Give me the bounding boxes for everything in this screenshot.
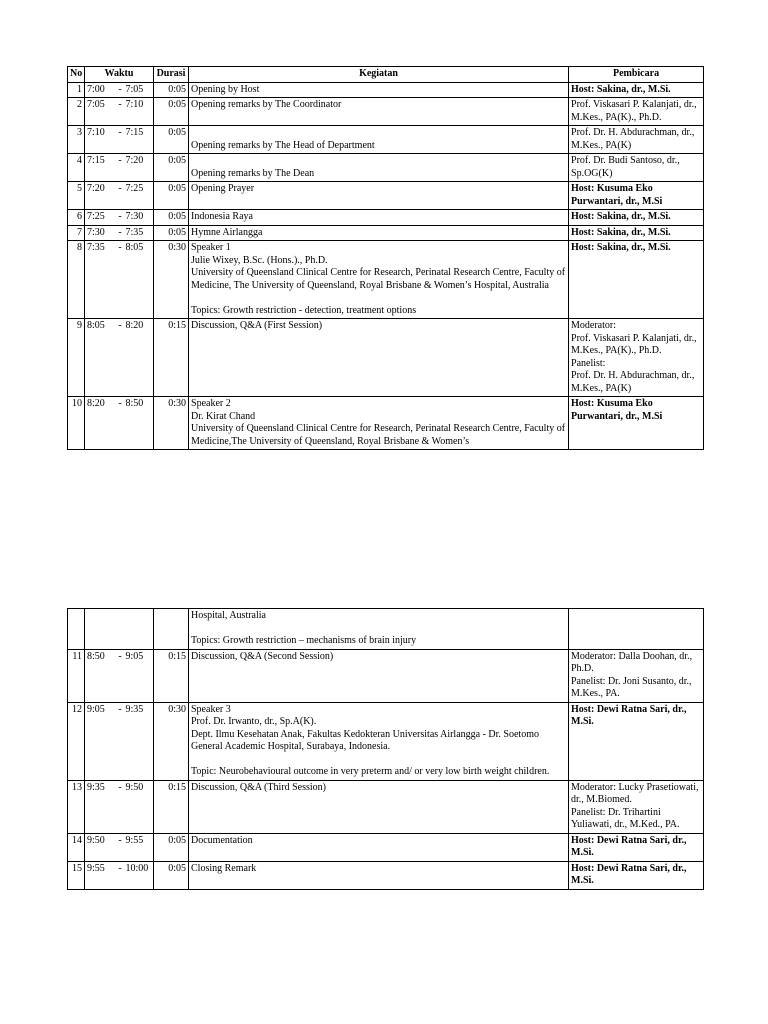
cell-pembicara: Prof. Dr. H. Abdurachman, dr., M.Kes., PA(K) xyxy=(569,126,704,154)
cell-no: 4 xyxy=(68,154,85,182)
cell-pembicara: Host: Sakina, dr., M.Si. xyxy=(569,210,704,226)
cell-kegiatan: Opening by Host xyxy=(189,82,569,98)
table-row xyxy=(68,98,704,126)
cell-sep: - xyxy=(116,861,125,889)
cell-sep: - xyxy=(116,182,125,210)
cell-end: 8:50 xyxy=(125,397,154,450)
cell-no: 15 xyxy=(68,861,85,889)
cell-pembicara: Host: Kusuma Eko Purwantari, dr., M.Si xyxy=(569,182,704,210)
header-durasi: Durasi xyxy=(154,67,189,83)
cell-end: 7:30 xyxy=(125,210,154,226)
table-row xyxy=(68,126,704,154)
cell-kegiatan: Opening Prayer xyxy=(189,182,569,210)
cell-durasi: 0:05 xyxy=(154,210,189,226)
cell-pembicara: Host: Sakina, dr., M.Si. xyxy=(569,82,704,98)
cell-durasi: 0:05 xyxy=(154,833,189,861)
cell-pembicara: Prof. Dr. Budi Santoso, dr., Sp.OG(K) xyxy=(569,154,704,182)
cell-pembicara: Host: Dewi Ratna Sari, dr., M.Si. xyxy=(569,861,704,889)
cell-durasi: 0:30 xyxy=(154,702,189,780)
cell-durasi: 0:05 xyxy=(154,82,189,98)
cell-no: 14 xyxy=(68,833,85,861)
cell-end: 7:25 xyxy=(125,182,154,210)
cell-sep: - xyxy=(116,98,125,126)
cell-start: 8:50 xyxy=(85,649,116,702)
table-row xyxy=(68,861,704,889)
cell-start: 9:05 xyxy=(85,702,116,780)
cell-end: 9:05 xyxy=(125,649,154,702)
cell-kegiatan: Hospital, Australia Topics: Growth restriction – mechanisms of brain injury xyxy=(189,609,569,650)
table-row xyxy=(68,82,704,98)
cell-no: 13 xyxy=(68,780,85,833)
cell-end: 7:10 xyxy=(125,98,154,126)
cell-start: 7:00 xyxy=(85,82,116,98)
table-row xyxy=(68,225,704,241)
header-row xyxy=(68,67,704,83)
cell-sep: - xyxy=(116,702,125,780)
cell-end: 8:20 xyxy=(125,319,154,397)
schedule-page-1 xyxy=(67,66,703,450)
cell-end: 7:15 xyxy=(125,126,154,154)
cell-durasi: 0:15 xyxy=(154,780,189,833)
cell-kegiatan: Speaker 2 Dr. Kirat Chand University of Queensland Clinical Centre for Research, Perinatal Research Centre, Faculty of Medicine,The University of Queensland, Royal Brisbane & Women’s xyxy=(189,397,569,450)
table-row xyxy=(68,702,704,780)
cell-durasi: 0:05 xyxy=(154,154,189,182)
cell-pembicara: Prof. Viskasari P. Kalanjati, dr., M.Kes., PA(K)., Ph.D. xyxy=(569,98,704,126)
cell-durasi: 0:15 xyxy=(154,649,189,702)
cell-kegiatan: Indonesia Raya xyxy=(189,210,569,226)
cell-start: 7:10 xyxy=(85,126,116,154)
cell-kegiatan: Speaker 1 Julie Wixey, B.Sc. (Hons.)., Ph.D. University of Queensland Clinical Centre for Research, Perinatal Research Centre, Faculty of Medicine, The University of Queensland, Royal Brisbane & Women’s Hospital, Australia Topics: Growth restriction - detection, treatment options xyxy=(189,241,569,319)
cell-sep: - xyxy=(116,210,125,226)
cell-durasi xyxy=(154,609,189,650)
cell-durasi: 0:15 xyxy=(154,319,189,397)
cell-end: 7:35 xyxy=(125,225,154,241)
cell-pembicara: Host: Kusuma Eko Purwantari, dr., M.Si xyxy=(569,397,704,450)
table-row xyxy=(68,182,704,210)
cell-end: 9:55 xyxy=(125,833,154,861)
cell-pembicara: Host: Sakina, dr., M.Si. xyxy=(569,241,704,319)
table-row-continuation xyxy=(68,609,704,650)
schedule-table-continued xyxy=(67,608,704,890)
cell-kegiatan: Opening remarks by The Dean xyxy=(189,154,569,182)
cell-start: 9:55 xyxy=(85,861,116,889)
cell-durasi: 0:30 xyxy=(154,241,189,319)
header-pembicara: Pembicara xyxy=(569,67,704,83)
cell-sep: - xyxy=(116,780,125,833)
cell-no: 2 xyxy=(68,98,85,126)
cell-pembicara: Host: Dewi Ratna Sari, dr., M.Si. xyxy=(569,702,704,780)
cell-no: 1 xyxy=(68,82,85,98)
cell-start: 7:35 xyxy=(85,241,116,319)
schedule-page-2 xyxy=(67,608,703,890)
cell-kegiatan: Hymne Airlangga xyxy=(189,225,569,241)
cell-pembicara: Host: Sakina, dr., M.Si. xyxy=(569,225,704,241)
table-row xyxy=(68,210,704,226)
cell-sep: - xyxy=(116,319,125,397)
cell-start xyxy=(85,609,116,650)
cell-start: 8:20 xyxy=(85,397,116,450)
cell-no: 3 xyxy=(68,126,85,154)
cell-end: 9:50 xyxy=(125,780,154,833)
schedule-table xyxy=(67,66,704,450)
cell-start: 7:15 xyxy=(85,154,116,182)
cell-kegiatan: Closing Remark xyxy=(189,861,569,889)
cell-start: 9:50 xyxy=(85,833,116,861)
cell-no: 12 xyxy=(68,702,85,780)
cell-kegiatan: Speaker 3 Prof. Dr. Irwanto, dr., Sp.A(K). Dept. Ilmu Kesehatan Anak, Fakultas Kedokteran Universitas Airlangga - Dr. Soetomo General Academic Hospital, Surabaya, Indonesia. Topic: Neurobehavioural outcome in very preterm and/ or very low birth weight children. xyxy=(189,702,569,780)
cell-kegiatan: Opening remarks by The Head of Department xyxy=(189,126,569,154)
cell-pembicara: Moderator: Dalla Doohan, dr., Ph.D. Panelist: Dr. Joni Susanto, dr., M.Kes., PA. xyxy=(569,649,704,702)
cell-sep: - xyxy=(116,397,125,450)
cell-kegiatan: Discussion, Q&A (Third Session) xyxy=(189,780,569,833)
cell-durasi: 0:30 xyxy=(154,397,189,450)
cell-kegiatan: Discussion, Q&A (First Session) xyxy=(189,319,569,397)
cell-kegiatan: Opening remarks by The Coordinator xyxy=(189,98,569,126)
table-row xyxy=(68,397,704,450)
cell-end: 10:00 xyxy=(125,861,154,889)
cell-start: 9:35 xyxy=(85,780,116,833)
table-row xyxy=(68,780,704,833)
table-row xyxy=(68,154,704,182)
cell-start: 7:20 xyxy=(85,182,116,210)
table-row xyxy=(68,649,704,702)
cell-start: 7:30 xyxy=(85,225,116,241)
cell-sep: - xyxy=(116,833,125,861)
cell-pembicara xyxy=(569,609,704,650)
cell-durasi: 0:05 xyxy=(154,126,189,154)
cell-sep: - xyxy=(116,649,125,702)
cell-sep: - xyxy=(116,82,125,98)
header-waktu: Waktu xyxy=(85,67,154,83)
cell-pembicara: Moderator: Prof. Viskasari P. Kalanjati, dr., M.Kes., PA(K)., Ph.D. Panelist: Prof. Dr. H. Abdurachman, dr., M.Kes., PA(K) xyxy=(569,319,704,397)
cell-end: 7:20 xyxy=(125,154,154,182)
cell-sep xyxy=(116,609,125,650)
cell-no: 6 xyxy=(68,210,85,226)
cell-sep: - xyxy=(116,126,125,154)
cell-end: 9:35 xyxy=(125,702,154,780)
cell-no: 9 xyxy=(68,319,85,397)
cell-end xyxy=(125,609,154,650)
cell-no: 8 xyxy=(68,241,85,319)
cell-sep: - xyxy=(116,241,125,319)
cell-pembicara: Host: Dewi Ratna Sari, dr., M.Si. xyxy=(569,833,704,861)
cell-end: 7:05 xyxy=(125,82,154,98)
cell-start: 7:05 xyxy=(85,98,116,126)
cell-end: 8:05 xyxy=(125,241,154,319)
cell-pembicara: Moderator: Lucky Prasetiowati, dr., M.Biomed. Panelist: Dr. Trihartini Yuliawati, dr., M.Ked., PA. xyxy=(569,780,704,833)
table-row xyxy=(68,833,704,861)
cell-no: 7 xyxy=(68,225,85,241)
cell-start: 8:05 xyxy=(85,319,116,397)
table-row xyxy=(68,319,704,397)
table-row xyxy=(68,241,704,319)
cell-start: 7:25 xyxy=(85,210,116,226)
cell-sep: - xyxy=(116,225,125,241)
cell-no: 11 xyxy=(68,649,85,702)
cell-durasi: 0:05 xyxy=(154,182,189,210)
cell-durasi: 0:05 xyxy=(154,225,189,241)
header-kegiatan: Kegiatan xyxy=(189,67,569,83)
cell-durasi: 0:05 xyxy=(154,861,189,889)
header-no: No xyxy=(68,67,85,83)
cell-kegiatan: Documentation xyxy=(189,833,569,861)
cell-kegiatan: Discussion, Q&A (Second Session) xyxy=(189,649,569,702)
cell-no: 5 xyxy=(68,182,85,210)
cell-durasi: 0:05 xyxy=(154,98,189,126)
cell-no xyxy=(68,609,85,650)
cell-no: 10 xyxy=(68,397,85,450)
cell-sep: - xyxy=(116,154,125,182)
